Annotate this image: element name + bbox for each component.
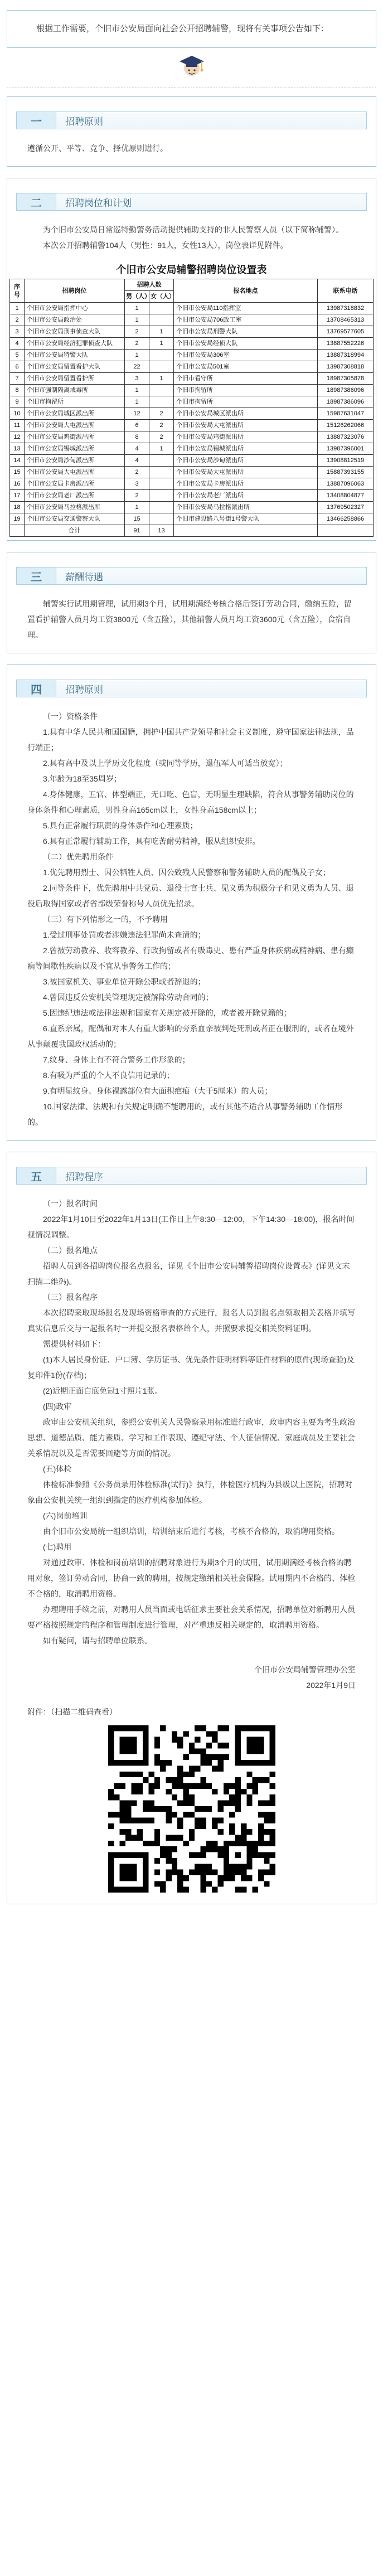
section-2 [7, 178, 376, 541]
table-row [10, 408, 374, 420]
cell-no: 8 [10, 385, 25, 396]
paragraph: 10.国家法律、法规和有关规定明确不能聘用的，或有其他不适合从事警务辅助工作情形的。 [27, 1102, 343, 1127]
cell-post: 个旧市公安局老厂派出所 [25, 490, 125, 502]
cell-male: 3 [125, 373, 149, 385]
cell-no: 9 [10, 396, 25, 408]
th-phone: 联系电话 [318, 279, 374, 303]
table-row [10, 502, 374, 513]
cell-no: 15 [10, 467, 25, 478]
cell-phone: 13408804877 [318, 490, 374, 502]
cell-phone: 13769577605 [318, 326, 374, 338]
section-1 [7, 96, 376, 167]
cell-male: 2 [125, 467, 149, 478]
section-title: 薪酬待遇 [56, 567, 367, 585]
intro-text: 根据工作需要，个旧市公安局面向社会公开招聘辅警，现将有关事项公告如下： [36, 24, 329, 33]
th-male: 男（人） [125, 291, 149, 303]
cell-male: 1 [125, 350, 149, 361]
cell-no: 3 [10, 326, 25, 338]
cell-no: 19 [10, 513, 25, 525]
cell-male: 1 [125, 314, 149, 326]
cell-phone: 13887096063 [318, 478, 374, 490]
paragraph: 需提供材料如下： [43, 1340, 105, 1348]
cell-no: 7 [10, 373, 25, 385]
cell-male: 1 [125, 502, 149, 513]
paragraph: (六)岗前培训 [43, 1511, 88, 1520]
signature-date: 2022年1月9日 [306, 1681, 356, 1690]
table-body [10, 303, 374, 525]
section-title: 招聘程序 [56, 1167, 367, 1185]
cell-female: 1 [149, 326, 174, 338]
cell-female [149, 385, 174, 396]
cell-post: 个旧市拘留所 [25, 396, 125, 408]
section-2-head [16, 190, 367, 214]
paragraph: 3.被国家机关、事业单位开除公职或者辞退的； [43, 977, 206, 986]
table-row [10, 490, 374, 502]
paragraph: 由个旧市公安局统一组织培训，培训结束后进行考核，考核不合格的，取消聘用资格。 [43, 1527, 340, 1536]
cell-female [149, 490, 174, 502]
section-3-head [16, 564, 367, 588]
paragraph: (四)政审 [43, 1402, 72, 1411]
table-row [10, 338, 374, 350]
section-3 [7, 552, 376, 653]
total-phone [318, 525, 374, 537]
paragraph: (七)聘用 [43, 1542, 72, 1551]
cell-place: 个旧市公安局城区派出所 [174, 408, 318, 420]
table-row [10, 478, 374, 490]
cell-phone: 15126262066 [318, 420, 374, 431]
table-row [10, 314, 374, 326]
cell-no: 12 [10, 431, 25, 443]
cell-place: 个旧市公安局刑警大队 [174, 326, 318, 338]
cell-male: 2 [125, 338, 149, 350]
th-no: 序号 [10, 279, 25, 303]
paragraph: 1.受过刑事处罚或者涉嫌违法犯罪尚未查清的； [43, 930, 206, 939]
cell-no: 4 [10, 338, 25, 350]
cell-phone: 13987318832 [318, 303, 374, 314]
cell-male: 4 [125, 443, 149, 455]
section-number: 四 [16, 680, 56, 697]
cell-place: 个旧市公安局经侦大队 [174, 338, 318, 350]
cell-male: 2 [125, 490, 149, 502]
cell-male: 3 [125, 478, 149, 490]
total-place [174, 525, 318, 537]
paragraph: 办理聘用手续之前，对聘用人员当面或电话征求主要社会关系情况，招聘单位对新聘用人员要严格按照规定的程序和管理制度进行管理，对严重违反相关规定的，取消聘用资格。 [27, 1605, 355, 1629]
cell-place: 个旧市公安局110指挥室 [174, 303, 318, 314]
cell-post: 个旧市公安局大屯派出所 [25, 420, 125, 431]
paragraph: 如有疑问，请与招聘单位联系。 [43, 1636, 152, 1645]
cell-female [149, 350, 174, 361]
paragraph: 5.具有正常履行职责的身体条件和心理素质； [43, 821, 198, 830]
section-4-body [7, 709, 376, 1130]
table-row [10, 455, 374, 467]
cell-phone: 13908812519 [318, 455, 374, 467]
table-row [10, 420, 374, 431]
signature-org: 个旧市公安局辅警管理办公室 [254, 1665, 356, 1674]
paragraph: （一）报名时间 [43, 1199, 98, 1208]
paragraph: （一）资格条件 [43, 712, 98, 721]
paragraph: 1.具有中华人民共和国国籍，拥护中国共产党领导和社会主义制度，遵守国家法律法规，品行端正； [27, 727, 354, 752]
cell-female [149, 396, 174, 408]
cell-place: 个旧市公安局老厂派出所 [174, 490, 318, 502]
cell-post: 个旧市公安局政治处 [25, 314, 125, 326]
section-1-head [16, 108, 367, 133]
cell-no: 13 [10, 443, 25, 455]
attachment-label: 附件：（扫描二维码查看） [27, 1707, 117, 1716]
section-title: 招聘原则 [56, 111, 367, 129]
paragraph: 4.身体健康，五官、体型端正，无口吃、色盲，无明显生理缺陷，符合从事警务辅助岗位的身体条件和心理素质，男性身高165cm以上，女性身高158cm以上； [27, 790, 354, 814]
paragraph: 体检标准参照《公务员录用体检标准(试行)》执行，体检医疗机构为县级以上医院，招聘对象由公安机关统一组织到指定的医疗机构参加体检。 [27, 1480, 353, 1505]
cell-female [149, 314, 174, 326]
cell-male: 4 [125, 455, 149, 467]
paragraph: （二）优先聘用条件 [43, 852, 113, 861]
paragraph: （三）有下列情形之一的，不予聘用 [43, 915, 168, 924]
cell-male: 12 [125, 408, 149, 420]
cell-post: 个旧市强制隔离戒毒所 [25, 385, 125, 396]
section-number: 三 [16, 567, 56, 585]
paragraph: (2)近期正面白底免冠1寸照片1张。 [43, 1386, 163, 1395]
cell-phone: 15987631047 [318, 408, 374, 420]
cell-post: 个旧市公安局沙甸派出所 [25, 455, 125, 467]
cell-male: 8 [125, 431, 149, 443]
table-row [10, 431, 374, 443]
cell-female [149, 467, 174, 478]
cell-phone: 13466258866 [318, 513, 374, 525]
cell-post: 个旧市公安局交通警察大队 [25, 513, 125, 525]
cell-place: 个旧市公安局大屯派出所 [174, 420, 318, 431]
section-title: 招聘岗位和计划 [56, 193, 367, 211]
table-total-row [10, 525, 374, 537]
paragraph: (五)体检 [43, 1464, 72, 1473]
cell-female: 1 [149, 443, 174, 455]
section-2-p1: 为个旧市公安局日常巡特勤警务活动提供辅助支持的非人民警察人员（以下简称辅警）。 [43, 225, 343, 234]
section-4 [7, 664, 376, 1141]
cell-place: 个旧市公安局沙甸派出所 [174, 455, 318, 467]
cell-male: 1 [125, 396, 149, 408]
cell-no: 10 [10, 408, 25, 420]
cell-no: 1 [10, 303, 25, 314]
paragraph: 本次招聘采取现场报名及现场资格审查的方式进行，报名人员到报名点领取相关表格并填写真实信息后交与一起报名时一并提交报名表格给个人，并照要求提交相关资料证明。 [27, 1308, 355, 1333]
table-row [10, 350, 374, 361]
table-title: 个旧市公安局辅警招聘岗位设置表 [116, 264, 267, 275]
cell-phone: 18987386096 [318, 396, 374, 408]
table-row [10, 513, 374, 525]
cell-place: 个旧市看守所 [174, 373, 318, 385]
paragraph: 2.具有高中及以上学历文化程度（或同等学历，退伍军人可适当放宽）； [43, 759, 288, 768]
paragraph: 2.曾被劳动教养、收容教养、行政拘留或者有吸毒史、患有严重身体疾病或精神病、患有癫痫等间歇性疾病以及不宜从事警务工作的； [27, 946, 354, 971]
paragraph: 2022年1月10日至2022年1月13日(工作日上午8:30—12:00，下午14:30—18:00)，报名时间视情况调整。 [27, 1215, 355, 1239]
cell-place: 个旧市公安局锡城派出所 [174, 443, 318, 455]
section-number: 五 [16, 1167, 56, 1185]
table-row [10, 303, 374, 314]
cell-post: 个旧市公安局马拉格派出所 [25, 502, 125, 513]
cell-no: 14 [10, 455, 25, 467]
cell-place: 个旧市公安局鸡街派出所 [174, 431, 318, 443]
paragraph: (1)本人居民身份证、户口簿、学历证书、优先条件证明材料等证件材料的原件(现场查验)及复印件1份(存档)； [27, 1355, 355, 1380]
th-count: 招聘人数 [125, 279, 174, 291]
cell-female [149, 455, 174, 467]
cell-no: 2 [10, 314, 25, 326]
cell-phone: 13887323076 [318, 431, 374, 443]
cell-post: 个旧市公安局卡房派出所 [25, 478, 125, 490]
cell-place: 个旧市拘留所 [174, 396, 318, 408]
cell-post: 个旧市公安局特警大队 [25, 350, 125, 361]
cell-male: 2 [125, 326, 149, 338]
section-number: 一 [16, 111, 56, 129]
cell-place: 个旧市公安局卡房派出所 [174, 478, 318, 490]
cell-female [149, 502, 174, 513]
total-male: 91 [125, 525, 149, 537]
graduation-cap-icon [177, 54, 206, 79]
cell-female [149, 303, 174, 314]
cell-no: 11 [10, 420, 25, 431]
cell-place: 个旧市公安局大屯派出所 [174, 467, 318, 478]
th-post: 招聘岗位 [25, 279, 125, 303]
paragraph: 对通过政审、体检和岗前培训的招聘对象进行为期3个月的试用，试用期满经考核合格的聘用对象，签订劳动合同，协商一致的聘用，按规定缴纳相关社会保险。试用期内不合格的、体检不合格的，取消聘用资格。 [27, 1558, 355, 1598]
cell-post: 个旧市公安局鸡街派出所 [25, 431, 125, 443]
paragraph: 5.因违纪违法或法律法规和国家有关规定被开除的，或者被开除党籍的； [43, 1008, 292, 1017]
paragraph: 2.同等条件下，优先聘用中共党员、退役士官士兵、见义勇为积极分子和见义勇为人员、退役后取得国家或者省部级荣誉称号人员优先招录。 [27, 884, 354, 908]
cell-female: 2 [149, 420, 174, 431]
table-row [10, 326, 374, 338]
table-row [10, 396, 374, 408]
table-row [10, 467, 374, 478]
cell-phone: 13887552226 [318, 338, 374, 350]
cell-place: 个旧市公安局706政工室 [174, 314, 318, 326]
table-row [10, 385, 374, 396]
cell-place: 个旧市公安局马拉格派出所 [174, 502, 318, 513]
table-row [10, 361, 374, 373]
cell-phone: 18987305878 [318, 373, 374, 385]
section-5-body [7, 1196, 376, 1648]
section-3-body: 辅警实行试用期管理，试用期3个月，试用期满经考核合格后签订劳动合同，缴纳五险，留置看护辅警人员月均工资3800元（含五险），其他辅警人员月均工资3600元（含五险），食宿自理。 [27, 599, 352, 639]
cell-male: 22 [125, 361, 149, 373]
recruit-table-wrap [7, 259, 376, 537]
cell-no: 5 [10, 350, 25, 361]
section-5-head [16, 1163, 367, 1188]
paragraph: 7.纹身、身体上有不符合警务工作形象的； [43, 1055, 190, 1064]
cell-post: 个旧市公安局大屯派出所 [25, 467, 125, 478]
qr-code-icon[interactable] [108, 1725, 275, 1893]
cell-no: 16 [10, 478, 25, 490]
cell-female [149, 513, 174, 525]
cell-post: 个旧市公安局刑事侦查大队 [25, 326, 125, 338]
section-2-p2: 本次公开招聘辅警104人（男性：91人，女性13人），岗位表详见附件。 [43, 241, 288, 250]
paragraph: 3.年龄为18至35周岁； [43, 774, 122, 783]
cell-phone: 18987386096 [318, 385, 374, 396]
paragraph: 招聘人员到各招聘岗位报名点报名，详见《个旧市公安局辅警招聘岗位设置表》(详见文末扫描二维码)。 [27, 1262, 350, 1286]
table-row [10, 443, 374, 455]
cell-post: 个旧市公安局锡城派出所 [25, 443, 125, 455]
th-place: 报名地点 [174, 279, 318, 303]
cell-place: 个旧市公安局501室 [174, 361, 318, 373]
cell-place: 个旧市建设路八号街1号警大队 [174, 513, 318, 525]
section-4-head [16, 676, 367, 701]
section-1-body: 遵循公开、平等、竞争、择优原则进行。 [27, 144, 168, 153]
total-label: 合计 [25, 525, 125, 537]
recruit-table [9, 279, 374, 537]
cell-post: 个旧市公安局留置看护大队 [25, 361, 125, 373]
paragraph: （三）报名程序 [43, 1293, 98, 1302]
paragraph: 6.直系亲属，配偶和对本人有重大影响的旁系血亲被判处死刑或者正在服刑的，或者在境外从事颠覆我国政权活动的； [27, 1024, 354, 1049]
cell-phone: 13769502327 [318, 502, 374, 513]
cell-phone: 13887318994 [318, 350, 374, 361]
paragraph: 政审由公安机关组织，参照公安机关人民警察录用标准进行政审，政审内容主要为考生政治思想、道德品质、能力素质、学习和工作表现、遵纪守法、个人征信情况、家庭成员及主要社会关系情况以及是否需要回避等方面的情况。 [27, 1418, 355, 1458]
total-female: 13 [149, 525, 174, 537]
cell-no: 17 [10, 490, 25, 502]
cell-female: 1 [149, 373, 174, 385]
cell-post: 个旧市公安局指挥中心 [25, 303, 125, 314]
table-row [10, 373, 374, 385]
cell-female: 2 [149, 408, 174, 420]
divider [7, 87, 376, 88]
cell-phone: 13987308818 [318, 361, 374, 373]
cell-male: 6 [125, 420, 149, 431]
section-title: 招聘原则 [56, 680, 367, 697]
cell-post: 个旧市公安局经济犯罪侦查大队 [25, 338, 125, 350]
cell-female: 1 [149, 338, 174, 350]
paragraph: 9.有明显纹身、身体裸露部位有大面积疤痕（大于5厘米）的人员； [43, 1086, 273, 1095]
section-5 [7, 1152, 376, 1904]
total-no [10, 525, 25, 537]
cell-phone: 15887393155 [318, 467, 374, 478]
intro-box [7, 10, 376, 48]
paragraph: 1.优先聘用烈士、因公牺牲人员、因公致残人民警察和警务辅助人员的配偶及子女； [43, 868, 331, 877]
cell-male: 15 [125, 513, 149, 525]
cell-place: 个旧市公安局306室 [174, 350, 318, 361]
cell-male: 1 [125, 385, 149, 396]
cell-post: 个旧市公安局留置看护所 [25, 373, 125, 385]
cell-post: 个旧市公安局城区派出所 [25, 408, 125, 420]
badge [7, 54, 376, 79]
th-female: 女（人） [149, 291, 174, 303]
cell-phone: 13708465313 [318, 314, 374, 326]
cell-no: 18 [10, 502, 25, 513]
cell-male: 1 [125, 303, 149, 314]
cell-female [149, 478, 174, 490]
paragraph: 8.有吸为严重的个人不良信用记录的； [43, 1071, 174, 1080]
cell-female: 2 [149, 431, 174, 443]
cell-place: 个旧市拘留所 [174, 385, 318, 396]
cell-no: 6 [10, 361, 25, 373]
paragraph: 6.具有正常履行辅助工作，具有吃苦耐劳精神，服从组织安排。 [43, 837, 260, 846]
cell-phone: 13987396001 [318, 443, 374, 455]
section-number: 二 [16, 193, 56, 211]
paragraph: 4.曾因违反公安机关管理规定被解除劳动合同的； [43, 993, 214, 1002]
paragraph: （二）报名地点 [43, 1246, 98, 1255]
cell-female [149, 361, 174, 373]
